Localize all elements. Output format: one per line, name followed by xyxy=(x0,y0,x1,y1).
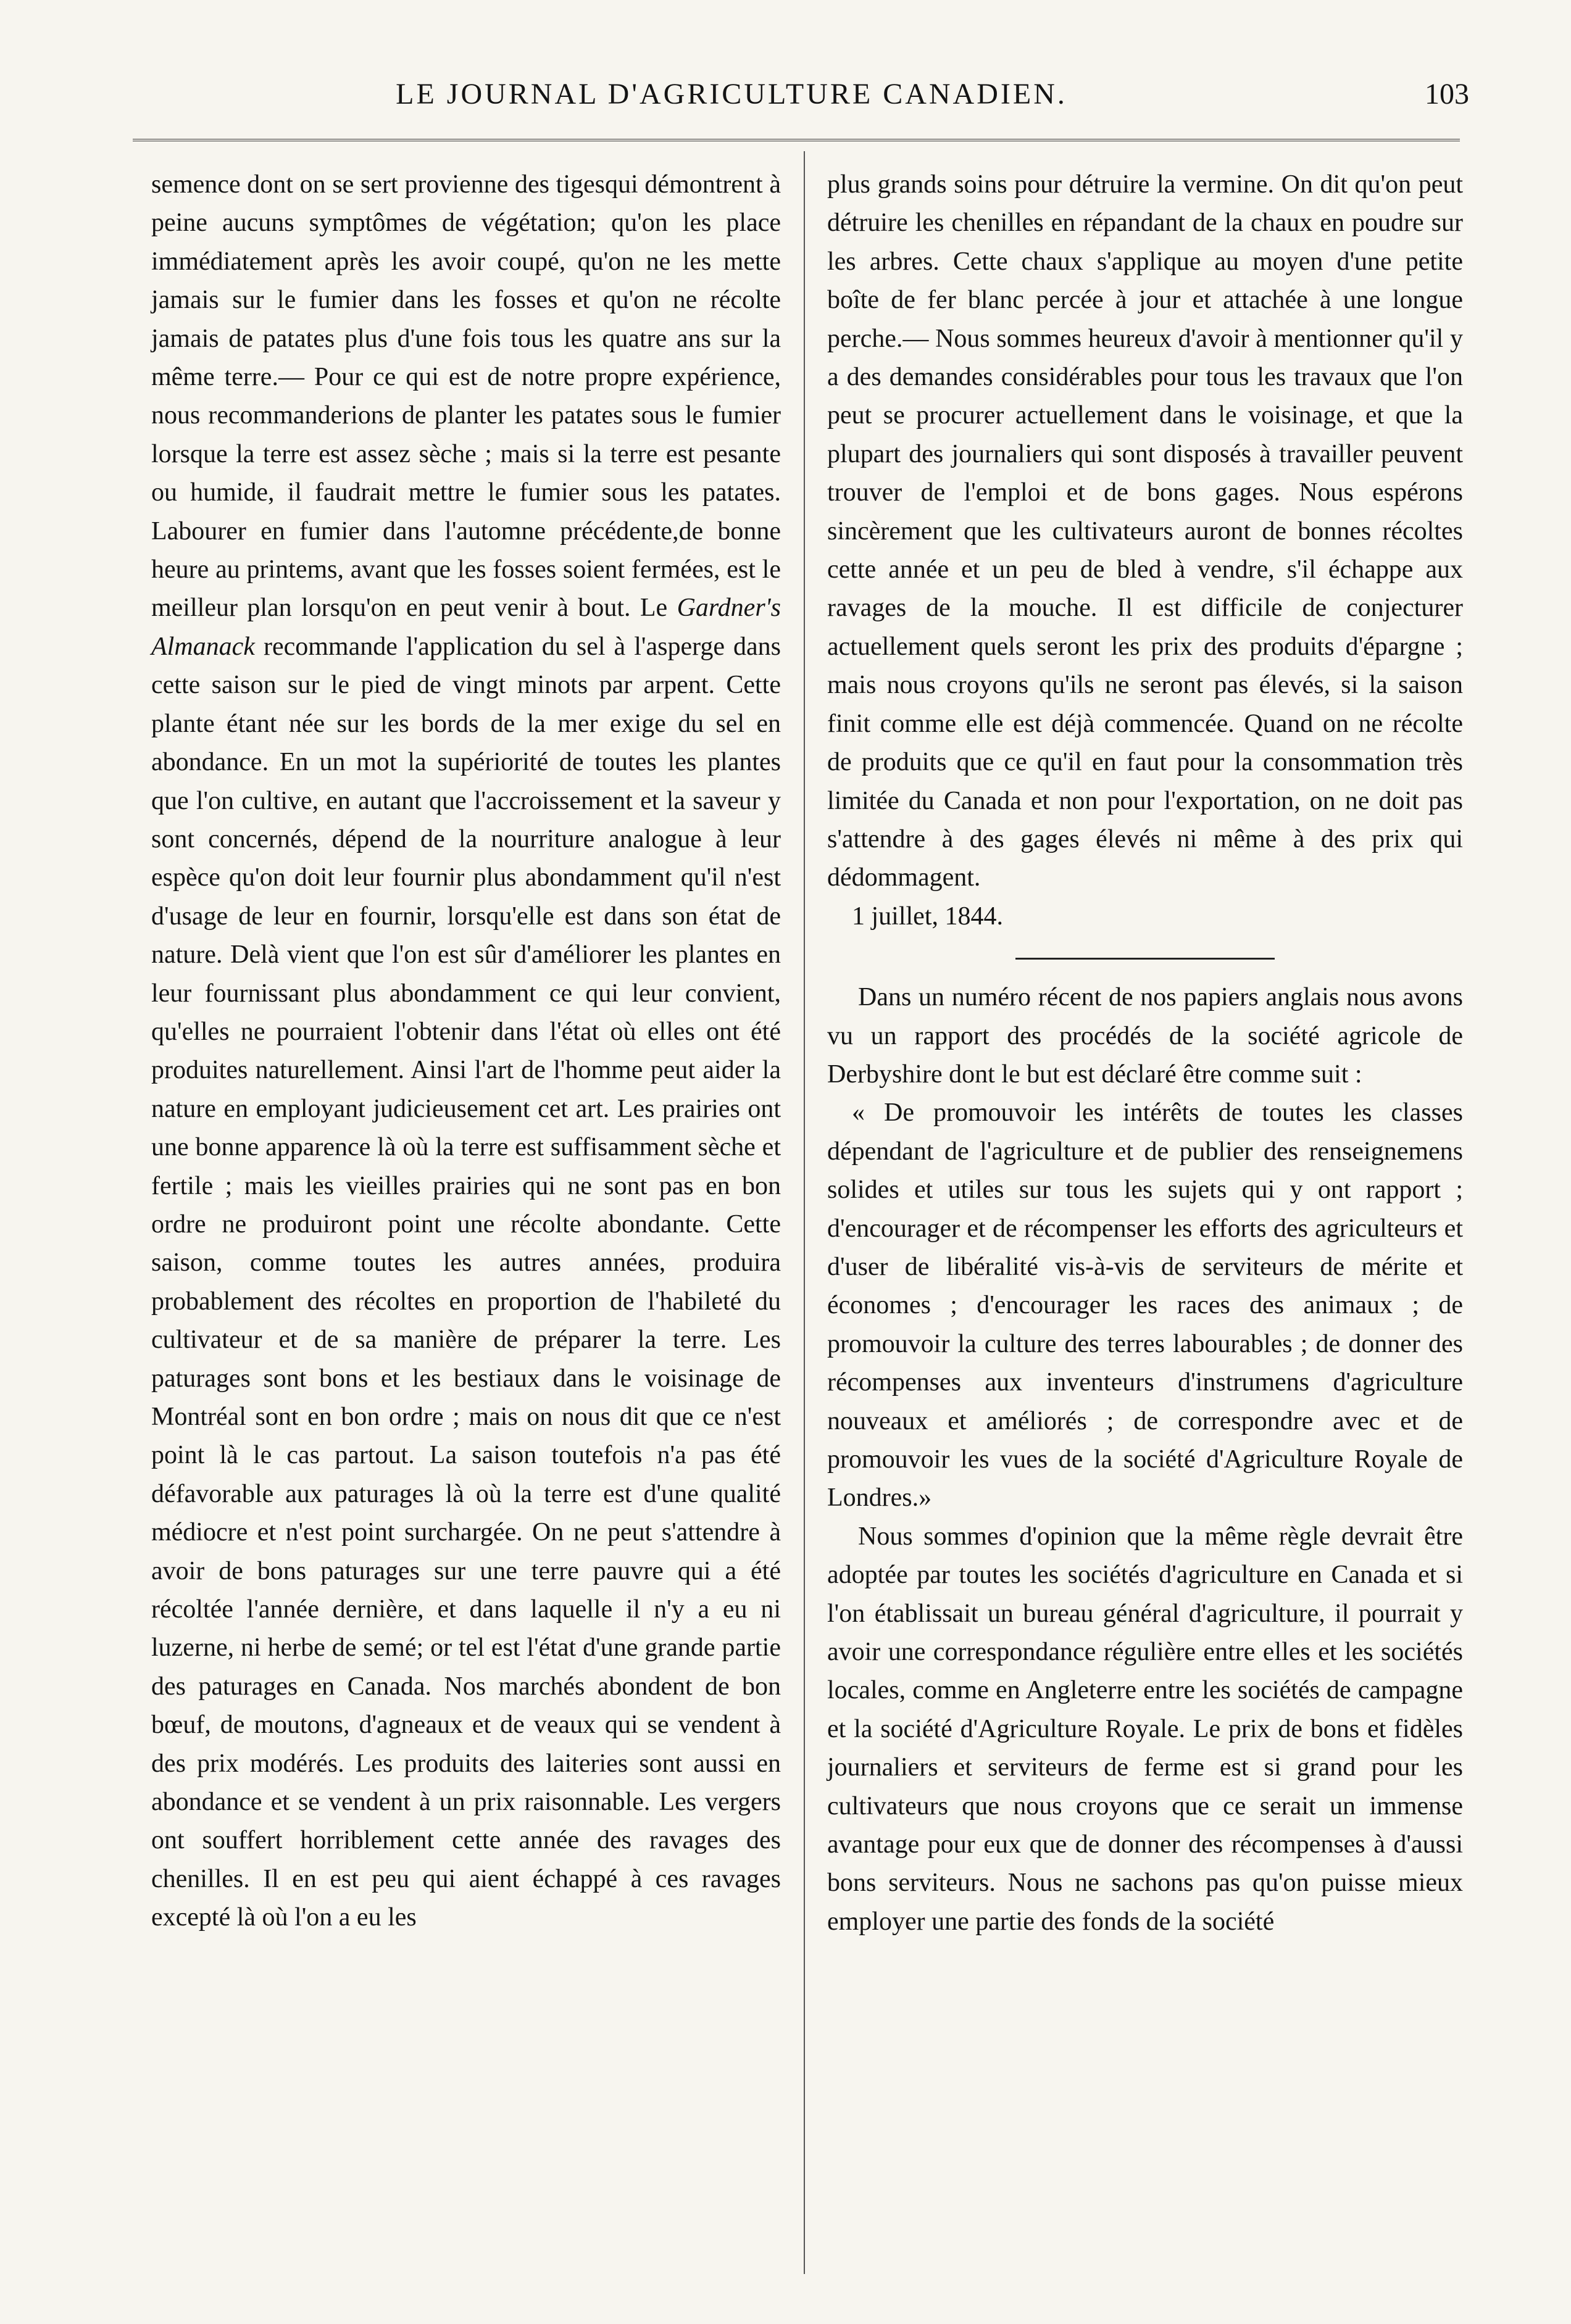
running-title: LE JOURNAL D'AGRICULTURE CANADIEN. xyxy=(396,78,1067,110)
gardners-almanack-title: Gardner's Almanack xyxy=(151,594,781,661)
right-paragraph-1: plus grands soins pour détruire la vermine. On dit qu'on peut détruire les chenilles en répandant de la chaux en poudre sur les arbres. Cette chaux s'applique au moyen d'une petite boîte de fer blanc percée à jour et attachée à une longue perche.— Nous sommes heureux d'avoir à mentionner qu'il y a des demandes considérables pour tous les travaux que l'on peut se procurer actuellement dans le voisinage, et que la plupart des journaliers qui sont disposés à travailler peuvent trouver de l'emploi et de bons gages. Nous espérons sincèrement que les cultivateurs auront de bonnes récoltes cette année et un peu de bled à vendre, s'il échappe aux ravages de la mouche. Il est difficile de conjecturer actuellement quels seront les prix des produits d'épargne ; mais nous croyons qu'ils ne seront pas élevés, si la saison finit comme elle est déjà commencée. Quand on ne récolte de produits que ce qu'il en faut pour la consommation très limitée du Canada et non pour l'exportation, on ne doit pas s'attendre à des gages élevés ni même à des prix qui dédommagent. xyxy=(827,170,1463,892)
column-divider xyxy=(804,151,805,2274)
left-paragraph-1-part-b: recommande l'application du sel à l'asperge dans cette saison sur le pied de vingt minots par arpent. Cette plante étant née sur les bords de la mer exige du sel en abondance. En un mot la supériorité de toutes les plantes que l'on cultive, en autant que l'accroissement et la saveur y sont concernés, dépend de la nourriture analogue à leur espèce qu'on doit leur fournir plus abondamment qu'il n'est d'usage de leur en fournir, lorsqu'elle est dans son état de nature. Delà vient que l'on est sûr d'améliorer les plantes en leur fournissant plus abondamment ce qui leur convient, qu'elles ne pourraient l'obtenir dans l'état où elles ont été produites naturellement. Ainsi l'art de l'homme peut aider la nature en employant judicieusement cet art. Les prairies ont une bonne apparence là où la terre est suffisamment sèche et fertile ; mais les vieilles prairies qui ne sont pas en bon ordre ne produiront point une récolte abondante. Cette saison, comme toutes les autres années, produira probablement des récoltes en proportion de l'habileté du cultivateur et de sa manière de préparer la terre. Les paturages sont bons et les bestiaux dans le voisinage de Montréal sont en bon ordre ; mais on nous dit que ce n'est point là le cas partout. La saison toutefois n'a pas été défavorable aux paturages là où la terre est d'une qualité médiocre et n'est point surchargée. On ne peut s'attendre à avoir de bons paturages sur une terre pauvre qui a été récoltée l'année dernière, et dans laquelle il n'y a eu ni luzerne, ni herbe de semé; or tel est l'état d'une grande partie des paturages en Canada. Nos marchés abondent de bon bœuf, de moutons, d'agneaux et de veaux qui se vendent à des prix modérés. Les produits des laiteries sont aussi en abondance et se vendent à un prix raisonnable. Les vergers ont souffert horriblement cette année des ravages des chenilles. Il en est peu qui aient échappé à ces ravages excepté là où l'on a eu les xyxy=(151,632,781,1932)
left-paragraph-1-part-a: semence dont on se sert provienne des tigesqui démontrent à peine aucuns symptômes de végétation; qu'on les place immédiatement après les avoir coupé, qu'on ne les mette jamais sur le fumier dans les fosses et qu'on ne récolte jamais de patates plus d'une fois tous les quatre ans sur la même terre.— Pour ce qui est de notre propre expérience, nous recommanderions de planter les patates sous le fumier lorsque la terre est assez sèche ; mais si la terre est pesante ou humide, il faudrait mettre le fumier sous les patates. Labourer en fumier dans l'automne précédente,de bonne heure au printems, avant que les fosses soient fermées, est le meilleur plan lorsqu'on en peut venir à bout. Le xyxy=(151,170,781,623)
section-divider xyxy=(1015,958,1275,960)
right-paragraph-3: Nous sommes d'opinion que la même règle devrait être adoptée par toutes les sociétés d'agriculture en Canada et si l'on établissait un bureau général d'agriculture, il pourrait y avoir une correspondance régulière entre elles et les sociétés locales, comme en Angleterre entre les sociétés de campagne et la société d'Agriculture Royale. Le prix de bons et fidèles journaliers et serviteurs de ferme est si grand pour les cultivateurs que nous croyons que ce serait un immense avantage pour eux que de donner des récompenses à d'aussi bons serviteurs. Nous ne sachons pas qu'on puisse mieux employer une partie des fonds de la société xyxy=(827,1522,1463,1936)
derbyshire-quote: « De promouvoir les intérêts de toutes les classes dépendant de l'agriculture et de publier des renseignemens solides et utiles sur tous les sujets qui y ont rapport ; d'encourager et de récompenser les efforts des agriculteurs et d'user de libéralité vis-à-vis de serviteurs de mérite et économes ; d'encourager les races des animaux ; de promouvoir la culture des terres labourables ; de donner des récompenses aux inventeurs d'instrumens d'agriculture nouveaux et améliorés ; de correspondre avec et de promouvoir les vues de la société d'Agriculture Royale de Londres.» xyxy=(827,1098,1463,1513)
header-rule xyxy=(133,139,1460,141)
running-head xyxy=(154,73,1469,116)
page-number: 103 xyxy=(1425,78,1469,110)
right-column xyxy=(827,165,1463,1941)
dateline: 1 juillet, 1844. xyxy=(852,902,1003,931)
left-column xyxy=(151,165,781,1937)
right-paragraph-2: Dans un numéro récent de nos papiers anglais nous avons vu un rapport des procédés de la société agricole de Derbyshire dont le but est déclaré être comme suit : xyxy=(827,983,1463,1089)
left-paragraph-1 xyxy=(151,165,781,1937)
